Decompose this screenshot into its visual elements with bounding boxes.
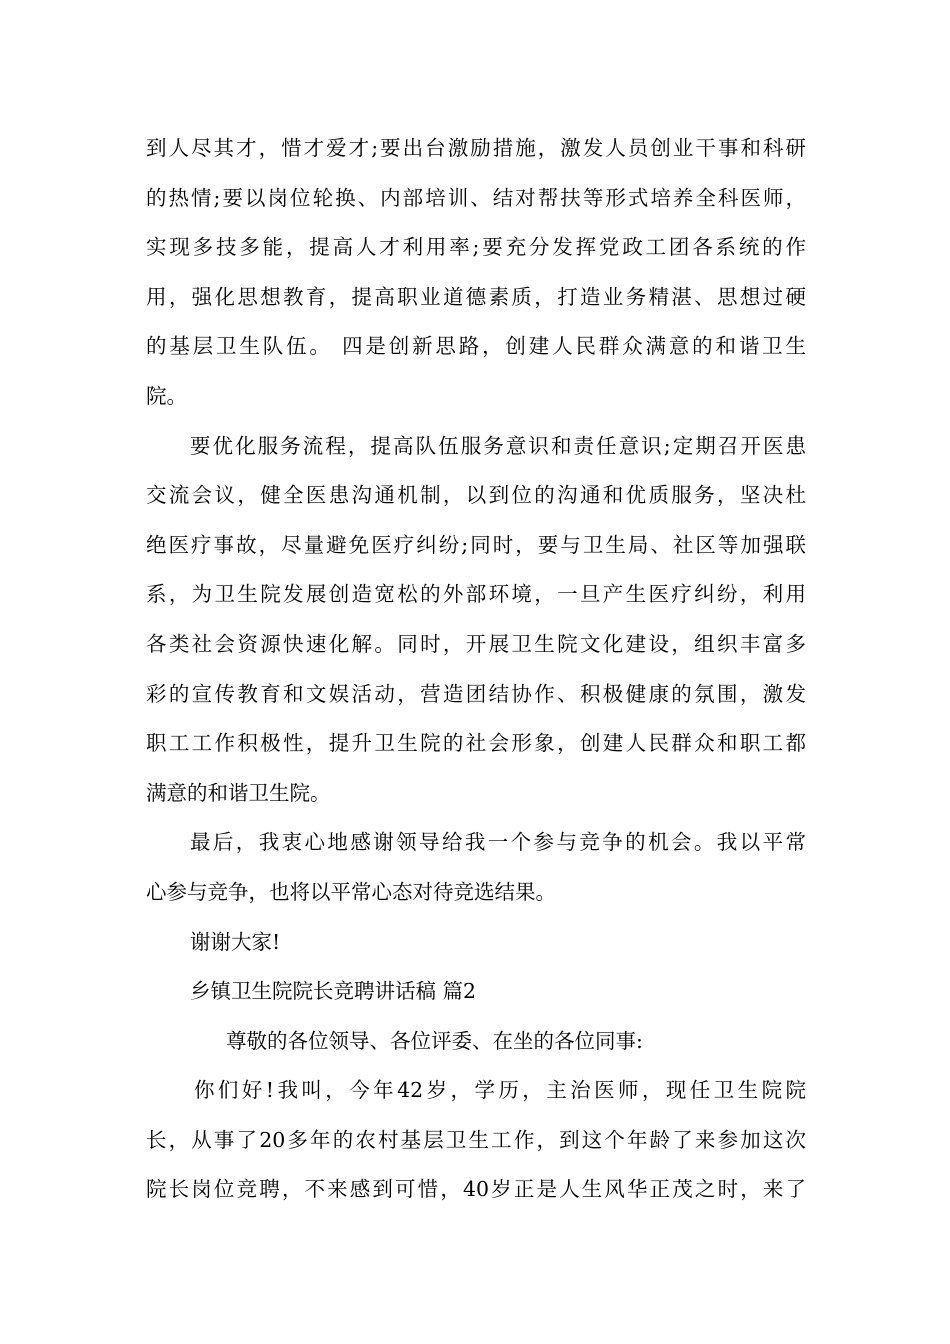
text-line: 的基层卫生队伍。 四是创新思路，创建人民群众满意的和谐卫生 (146, 334, 806, 359)
text-line: 用，强化思想教育，提高职业道德素质，打造业务精湛、思想过硬 (146, 284, 806, 309)
text-line: 院。 (146, 383, 187, 408)
paragraph-start-line: 要优化服务流程，提高队伍服务意识和责任意识;定期召开医患 (190, 433, 806, 458)
text-line: 绝医疗事故，尽量避免医疗纠纷;同时，要与卫生局、社区等加强联 (146, 532, 806, 557)
section-heading: 乡镇卫生院院长竞聘讲话稿 篇2 (190, 979, 477, 1004)
text-line: 院长岗位竞聘，不来感到可惜，40岁正是人生风华正茂之时，来了 (146, 1177, 806, 1202)
text-line: 各类社会资源快速化解。同时，开展卫生院文化建设，组织丰富多 (146, 631, 806, 656)
text-line: 交流会议，健全医患沟通机制，以到位的沟通和优质服务，坚决杜 (146, 483, 806, 508)
text-line: 的热情;要以岗位轮换、内部培训、结对帮扶等形式培养全科医师， (146, 185, 806, 210)
text-line: 到人尽其才，惜才爱才;要出台激励措施，激发人员创业干事和科研 (146, 136, 806, 160)
text-line: 实现多技多能，提高人才利用率;要充分发挥党政工团各系统的作 (146, 235, 806, 260)
document-body (146, 124, 806, 1215)
text-line: 心参与竞争，也将以平常心态对待竞选结果。 (146, 879, 556, 904)
salutation-line: 尊敬的各位领导、各位评委、在坐的各位同事: (226, 1028, 643, 1053)
text-line: 满意的和谐卫生院。 (146, 780, 331, 805)
paragraph-start-line: 最后，我衷心地感谢领导给我一个参与竞争的机会。我以平常 (190, 830, 806, 855)
text-line: 长，从事了20多年的农村基层卫生工作，到这个年龄了来参加这次 (146, 1127, 806, 1152)
text-line: 系，为卫生院发展创造宽松的外部环境，一旦产生医疗纠纷，利用 (146, 582, 806, 607)
closing-line: 谢谢大家! (190, 929, 281, 954)
text-line: 职工工作积极性，提升卫生院的社会形象，创建人民群众和职工都 (146, 731, 806, 756)
paragraph-start-line: 你们好!我叫，今年42岁，学历，主治医师，现任卫生院院 (194, 1078, 806, 1103)
text-line: 彩的宣传教育和文娱活动，营造团结协作、积极健康的氛围，激发 (146, 681, 806, 706)
